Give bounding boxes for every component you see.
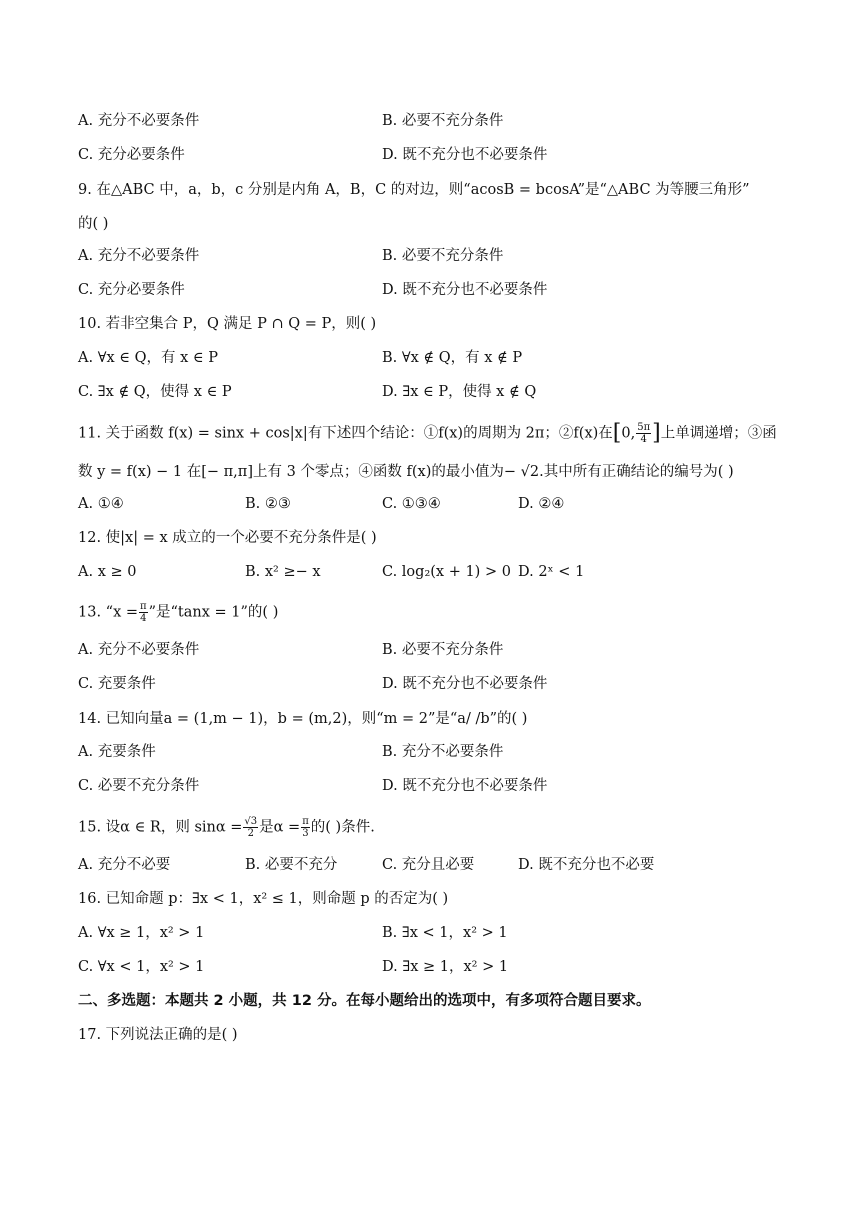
q10-stem: 10. 若非空集合 P，Q 满足 P ∩ Q = P，则( )	[78, 316, 377, 332]
q8-option-a: A. 充分不必要条件	[78, 113, 200, 129]
q15-fraction-sin-denominator: 2	[247, 828, 254, 839]
q14-option-b: B. 充分不必要条件	[382, 744, 504, 760]
q13-option-a: A. 充分不必要条件	[78, 642, 200, 658]
q14-option-d: D. 既不充分也不必要条件	[382, 778, 548, 794]
q13-option-c: C. 充要条件	[78, 676, 156, 692]
q15-stem-part1: 15. 设α ∈ R，则 sinα =	[78, 819, 243, 836]
q15-option-a: A. 充分不必要	[78, 857, 171, 873]
q10-option-d: D. ∃x ∈ P，使得 x ∉ Q	[382, 384, 537, 400]
q15-fraction-sin	[243, 816, 258, 839]
q16-option-b: B. ∃x < 1，x² > 1	[382, 925, 508, 941]
q11-option-b: B. ②③	[245, 496, 291, 512]
q14-option-c: C. 必要不充分条件	[78, 778, 200, 794]
q13-stem	[78, 601, 278, 624]
q11-fraction	[636, 422, 651, 445]
q15-fraction-alpha-numerator: π	[302, 816, 309, 827]
q9-stem-line2: 的( )	[78, 216, 109, 232]
q15-fraction-alpha	[301, 816, 310, 839]
q15-stem-part2: 是α =	[259, 819, 301, 836]
q11-stem-line1	[78, 422, 777, 445]
q11-interval-open-bracket: [	[612, 420, 622, 446]
q11-option-c: C. ①③④	[382, 496, 441, 512]
q9-stem-line1: 9. 在△ABC 中，a，b，c 分别是内角 A，B，C 的对边，则“acosB = bcosA”是“△ABC 为等腰三角形”	[78, 182, 750, 198]
q11-fraction-numerator: 5π	[637, 422, 651, 433]
q13-option-b: B. 必要不充分条件	[382, 642, 504, 658]
q16-option-d: D. ∃x ≥ 1，x² > 1	[382, 959, 509, 975]
q13-fraction-numerator: π	[140, 601, 147, 612]
q13-fraction-denominator: 4	[140, 613, 147, 624]
q12-option-b: B. x² ≥− x	[245, 564, 321, 580]
q14-stem: 14. 已知向量a = (1,m − 1)，b = (m,2)，则“m = 2”是“a/ /b”的( )	[78, 711, 528, 727]
q15-option-d: D. 既不充分也不必要	[518, 857, 655, 873]
q10-option-a: A. ∀x ∈ Q，有 x ∈ P	[78, 350, 218, 366]
q16-option-c: C. ∀x < 1，x² > 1	[78, 959, 205, 975]
q16-option-a: A. ∀x ≥ 1，x² > 1	[78, 925, 205, 941]
q16-stem: 16. 已知命题 p：∃x < 1，x² ≤ 1，则命题 p 的否定为( )	[78, 891, 449, 907]
q13-stem-part1: 13. “x =	[78, 604, 139, 621]
q9-option-c: C. 充分必要条件	[78, 282, 185, 298]
q12-option-a: A. x ≥ 0	[78, 564, 137, 580]
q17-stem: 17. 下列说法正确的是( )	[78, 1027, 238, 1043]
q11-interval-left: 0,	[621, 425, 636, 442]
q11-option-d: D. ②④	[518, 496, 565, 512]
q9-option-a: A. 充分不必要条件	[78, 248, 200, 264]
q15-option-c: C. 充分且必要	[382, 857, 475, 873]
q15-fraction-sin-numerator: √3	[244, 816, 258, 827]
q15-option-b: B. 必要不充分	[245, 857, 338, 873]
q13-stem-part2: ”是“tanx = 1”的( )	[148, 604, 279, 621]
q11-option-a: A. ①④	[78, 496, 124, 512]
q15-stem	[78, 816, 375, 839]
q14-option-a: A. 充要条件	[78, 744, 156, 760]
q12-stem: 12. 使|x| = x 成立的一个必要不充分条件是( )	[78, 530, 377, 546]
q13-option-d: D. 既不充分也不必要条件	[382, 676, 548, 692]
q8-option-d: D. 既不充分也不必要条件	[382, 147, 548, 163]
q10-option-b: B. ∀x ∉ Q，有 x ∉ P	[382, 350, 523, 366]
section-heading-multiple-choice: 二、多选题：本题共 2 小题，共 12 分。在每小题给出的选项中，有多项符合题目要求。	[78, 993, 651, 1009]
q15-fraction-alpha-denominator: 3	[302, 828, 309, 839]
q11-stem-line2: 数 y = f(x) − 1 在[− π,π]上有 3 个零点；④函数 f(x)的最小值为− √2.其中所有正确结论的编号为( )	[78, 464, 734, 480]
q10-option-c: C. ∃x ∉ Q，使得 x ∈ P	[78, 384, 232, 400]
q11-stem-part1: 11. 关于函数 f(x) = sinx + cos|x|有下述四个结论：①f(x)的周期为 2π；②f(x)在	[78, 425, 613, 442]
q12-option-d: D. 2ˣ < 1	[518, 564, 585, 580]
q15-stem-part3: 的( )条件.	[310, 819, 375, 836]
q13-fraction	[139, 601, 148, 624]
q11-fraction-denominator: 4	[640, 434, 647, 445]
q8-option-c: C. 充分必要条件	[78, 147, 185, 163]
q8-option-b: B. 必要不充分条件	[382, 113, 504, 129]
q9-option-d: D. 既不充分也不必要条件	[382, 282, 548, 298]
q12-option-c: C. log₂(x + 1) > 0	[382, 564, 511, 580]
q11-stem-part2: 上单调递增；③函	[660, 425, 777, 442]
q11-interval-close-bracket: ]	[652, 420, 661, 446]
q9-option-b: B. 必要不充分条件	[382, 248, 504, 264]
